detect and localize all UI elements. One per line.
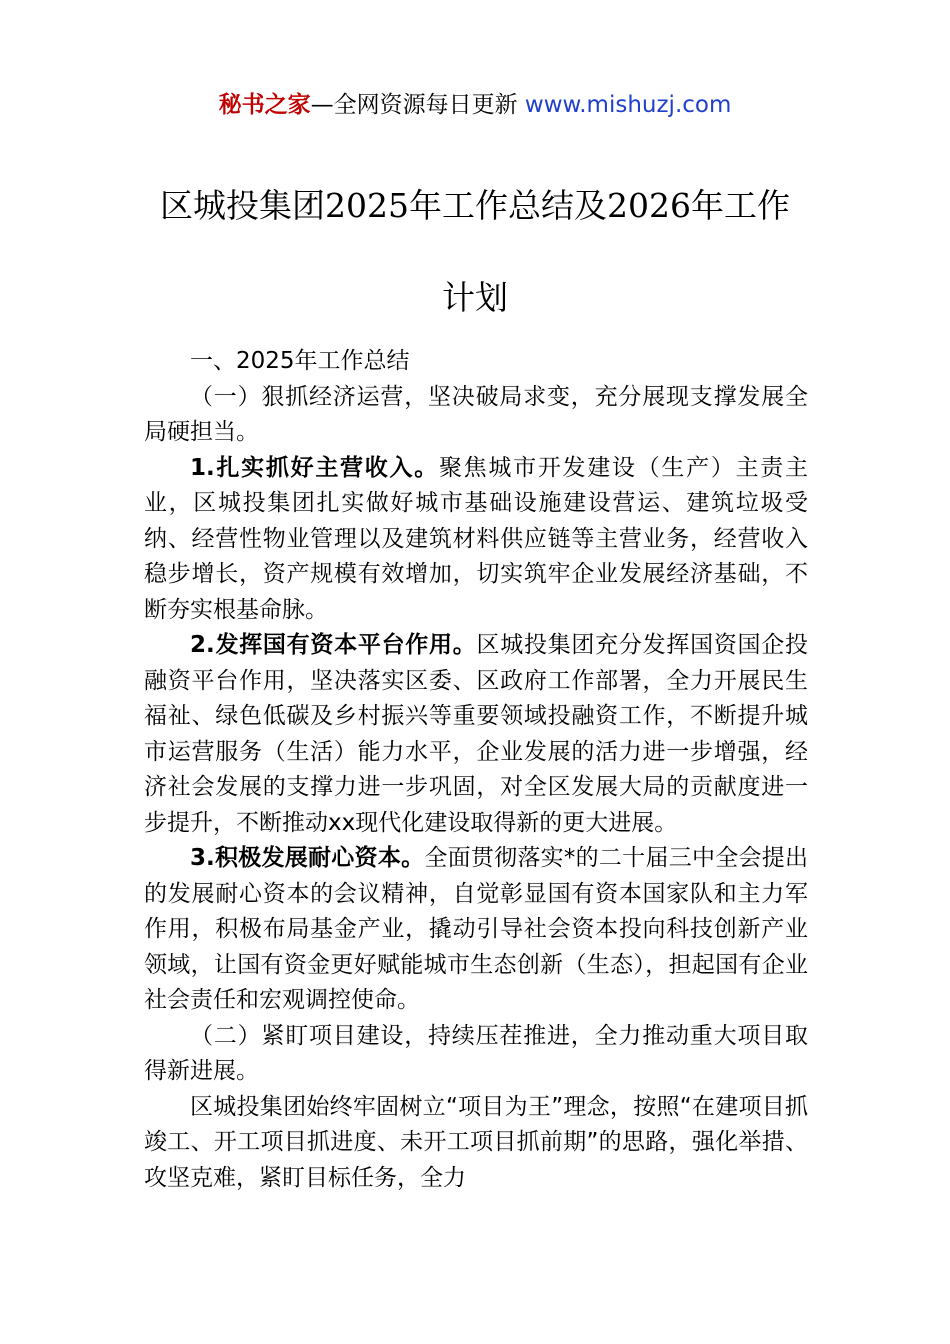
subsection-heading xyxy=(144,1019,808,1090)
subsection-heading xyxy=(144,380,808,451)
paragraph-text: 聚焦城市开发建设（生产）主责主业，区城投集团扎实做好城市基础设施建设营运、建筑垃圾受纳、经营性物业管理以及建筑材料供应链等主营业务，经营收入稳步增长，资产规模有效增加，切实筑牢企业发展经济基础，不断夯实根基命脉。 xyxy=(144,454,808,623)
paragraph-lead: 2.发挥国有资本平台作用。 xyxy=(190,632,477,658)
paragraph-text: 区城投集团始终牢固树立“项目为王”理念，按照“在建项目抓竣工、开工项目抓进度、未开工项目抓前期”的思路，强化举措、攻坚克难，紧盯目标任务，全力 xyxy=(144,1093,808,1191)
site-header xyxy=(0,88,950,122)
paragraph xyxy=(144,451,808,629)
paragraph xyxy=(144,841,808,1019)
brand-name: 秘书之家 xyxy=(218,92,311,118)
header-tagline: —全网资源每日更新 xyxy=(310,92,518,118)
paragraph-text: 全面贯彻落实*的二十届三中全会提出的发展耐心资本的会议精神，自觉彰显国有资本国家队和主力军作用，积极布局基金产业，撬动引导社会资本投向科技创新产业领域，让国有资金更好赋能城市生态创新（生态），担起国有企业社会责任和宏观调控使命。 xyxy=(144,845,808,1013)
paragraph-lead: 3.积极发展耐心资本。 xyxy=(190,845,425,871)
title-line-1: 区城投集团2025年工作总结及2026年工作 xyxy=(160,186,790,225)
section-heading xyxy=(144,344,808,380)
document-body xyxy=(144,344,808,1196)
document-title xyxy=(120,160,830,344)
paragraph xyxy=(144,1090,808,1197)
paragraph-text: （一）狠抓经济运营，坚决破局求变，充分展现支撑发展全局硬担当。 xyxy=(144,383,808,445)
title-line-2: 计划 xyxy=(442,278,508,317)
site-url-link[interactable]: www.mishuzj.com xyxy=(524,92,732,118)
paragraph-text: （二）紧盯项目建设，持续压茬推进，全力推动重大项目取得新进展。 xyxy=(144,1022,808,1084)
paragraph-text: 一、2025年工作总结 xyxy=(190,348,410,374)
paragraph-text: 区城投集团充分发挥国资国企投融资平台作用，坚决落实区委、区政府工作部署，全力开展民生福祉、绿色低碳及乡村振兴等重要领域投融资工作，不断提升城市运营服务（生活）能力水平，企业发展的活力进一步增强，经济社会发展的支撑力进一步巩固，对全区发展大局的贡献度进一步提升，不断推动xx现代化建设取得新的更大进展。 xyxy=(144,632,809,836)
paragraph-lead: 1.扎实抓好主营收入。 xyxy=(190,454,439,481)
paragraph xyxy=(144,628,808,841)
